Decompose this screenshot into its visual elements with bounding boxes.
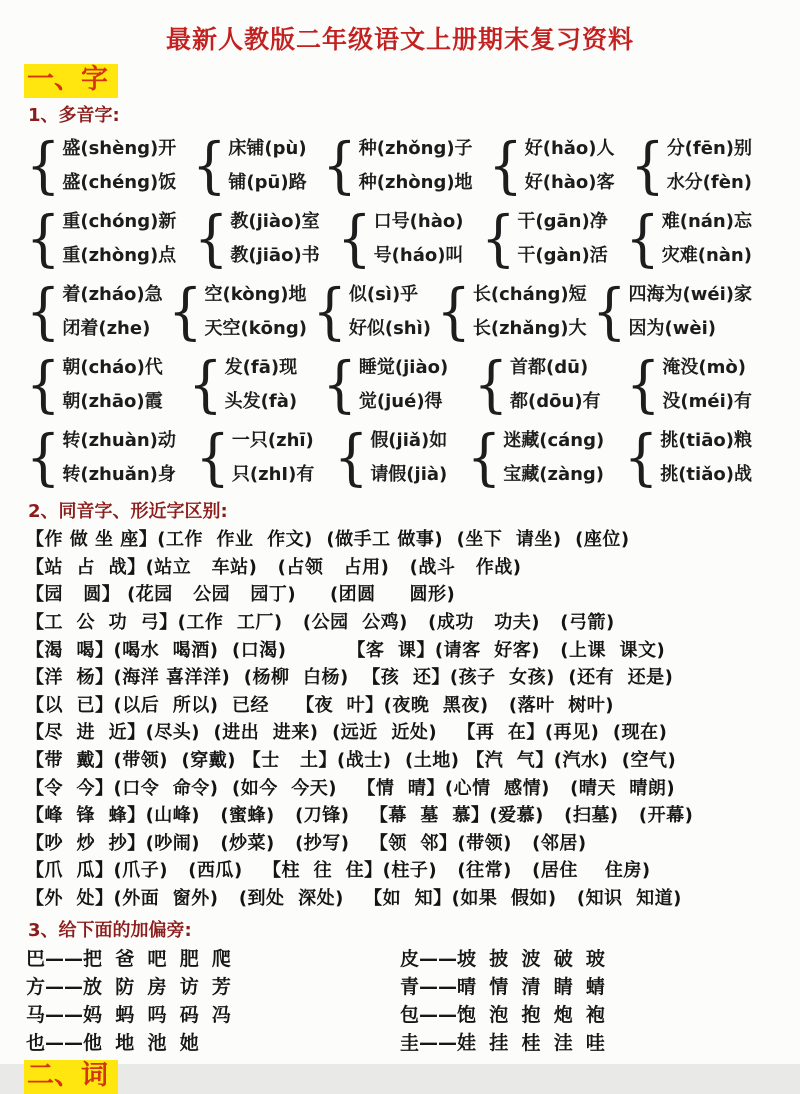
radical-exercise-list xyxy=(26,945,774,1057)
section-zi-heading: 一、字 xyxy=(24,64,118,98)
polyphonic-group xyxy=(188,348,298,420)
brace-glyph: { xyxy=(192,129,227,201)
brace-glyph: { xyxy=(592,275,627,347)
radical-item: 巴——把 爸 吧 肥 爬 xyxy=(26,947,231,970)
polyphonic-group xyxy=(26,348,163,420)
brace-glyph: { xyxy=(26,421,61,493)
radical-row xyxy=(26,1001,774,1029)
radical-row xyxy=(26,945,774,973)
brace-glyph: { xyxy=(322,129,357,201)
polyphonic-word: 睡觉(jiào) xyxy=(358,356,449,378)
brace-glyph: { xyxy=(337,202,372,274)
brace-glyph: { xyxy=(26,348,61,420)
polyphonic-row xyxy=(26,275,752,348)
polyphonic-word: 觉(jué)得 xyxy=(358,390,443,412)
homophone-line: 【洋 杨】(海洋 喜洋洋) (杨柳 白杨) 【孩 还】(孩子 女孩) (还有 还是) xyxy=(26,667,674,689)
polyphonic-word: 一只(zhī) xyxy=(231,429,314,451)
polyphonic-word: 好(hào)客 xyxy=(524,171,615,193)
polyphonic-word: 铺(pū)路 xyxy=(228,171,307,193)
brace-glyph: { xyxy=(312,275,347,347)
subsection-radical-heading: 3、给下面的加偏旁: xyxy=(28,919,192,941)
polyphonic-group xyxy=(26,421,176,493)
polyphonic-group xyxy=(626,348,752,420)
brace-glyph: { xyxy=(473,348,509,420)
brace-glyph: { xyxy=(481,202,516,274)
polyphonic-word: 首都(dū) xyxy=(510,356,589,378)
homophone-line: 【峰 锋 蜂】(山峰) (蜜蜂) (刀锋) 【幕 墓 慕】(爱慕) (扫墓) (开幕) xyxy=(26,805,694,827)
polyphonic-word: 好似(shì) xyxy=(348,317,431,339)
radical-item: 皮——坡 披 波 破 玻 xyxy=(400,947,605,970)
radical-item: 马——妈 蚂 吗 码 冯 xyxy=(26,1003,231,1026)
brace-glyph: { xyxy=(626,348,661,420)
homophone-line: 【令 今】(口令 命令) (如今 今天) 【情 晴】(心情 感情) (晴天 晴朗) xyxy=(26,777,676,799)
polyphonic-group xyxy=(592,275,752,347)
polyphonic-word: 种(zhǒng)子 xyxy=(358,137,473,159)
brace-glyph: { xyxy=(168,275,203,347)
polyphonic-word: 难(nán)忘 xyxy=(661,210,752,232)
brace-glyph: { xyxy=(630,129,665,201)
radical-item: 方——放 防 房 访 芳 xyxy=(26,975,231,998)
polyphonic-word: 重(chóng)新 xyxy=(62,210,177,232)
polyphonic-row xyxy=(26,202,752,275)
polyphonic-word: 请假(jià) xyxy=(370,463,448,485)
brace-glyph: { xyxy=(195,421,230,493)
polyphonic-group xyxy=(195,421,315,493)
polyphonic-group xyxy=(481,202,608,274)
polyphonic-group xyxy=(623,421,752,493)
polyphonic-word: 干(gān)净 xyxy=(517,210,608,232)
polyphonic-word: 教(jiāo)书 xyxy=(230,244,320,266)
polyphonic-word: 闭着(zhe) xyxy=(62,317,151,339)
polyphonic-word: 空(kòng)地 xyxy=(204,283,307,305)
polyphonic-group xyxy=(473,348,601,420)
polyphonic-word: 长(cháng)短 xyxy=(472,283,587,305)
polyphonic-group xyxy=(333,421,448,493)
polyphonic-word: 种(zhòng)地 xyxy=(358,171,473,193)
radical-item: 也——他 地 池 她 xyxy=(26,1031,199,1054)
polyphonic-word: 水分(fèn) xyxy=(666,171,752,193)
radical-item: 青——晴 情 清 睛 蜻 xyxy=(400,975,605,998)
polyphonic-group xyxy=(26,275,163,347)
subsection-polyphonic-heading: 1、多音字: xyxy=(28,105,120,127)
polyphonic-group xyxy=(26,202,177,274)
polyphonic-grid xyxy=(26,129,752,494)
polyphonic-group xyxy=(488,129,615,201)
polyphonic-group xyxy=(192,129,307,201)
polyphonic-group xyxy=(625,202,752,274)
polyphonic-word: 重(zhòng)点 xyxy=(62,244,177,266)
radical-row xyxy=(26,1029,774,1057)
polyphonic-word: 长(zhǎng)大 xyxy=(472,317,587,339)
brace-glyph: { xyxy=(26,129,61,201)
homophone-line: 【渴 喝】(喝水 喝酒) (口渴) 【客 课】(请客 好客) (上课 课文) xyxy=(26,639,666,661)
radical-row xyxy=(26,973,774,1001)
polyphonic-word: 朝(cháo)代 xyxy=(62,356,163,378)
polyphonic-row xyxy=(26,421,752,494)
polyphonic-word: 因为(wèi) xyxy=(628,317,716,339)
polyphonic-word: 假(jiǎ)如 xyxy=(370,429,448,451)
polyphonic-word: 天空(kōng) xyxy=(204,317,307,339)
polyphonic-group xyxy=(312,275,431,347)
polyphonic-word: 迷藏(cáng) xyxy=(503,429,605,451)
brace-glyph: { xyxy=(26,202,61,274)
polyphonic-group xyxy=(436,275,587,347)
polyphonic-word: 口号(hào) xyxy=(373,210,464,232)
homophone-line: 【尽 进 近】(尽头) (进出 进来) (远近 近处) 【再 在】(再见) (现在) xyxy=(26,722,668,744)
brace-glyph: { xyxy=(333,421,369,493)
brace-glyph: { xyxy=(625,202,660,274)
polyphonic-row xyxy=(26,129,752,202)
homophone-line: 【作 做 坐 座】(工作 作业 作文) (做手工 做事) (坐下 请坐) (座位) xyxy=(26,529,630,551)
polyphonic-word: 灾难(nàn) xyxy=(661,244,752,266)
polyphonic-word: 着(zháo)急 xyxy=(62,283,163,305)
homophone-line: 【吵 炒 抄】(吵闹) (炒菜) (抄写) 【领 邻】(带领) (邻居) xyxy=(26,832,587,854)
polyphonic-word: 发(fā)现 xyxy=(224,356,298,378)
brace-glyph: { xyxy=(188,348,223,420)
brace-glyph: { xyxy=(488,129,523,201)
polyphonic-word: 挑(tiāo)粮 xyxy=(660,429,752,451)
polyphonic-word: 床铺(pù) xyxy=(228,137,307,159)
homophone-line: 【园 圆】 (花园 公园 园丁) (团圆 圆形) xyxy=(26,584,456,606)
brace-glyph: { xyxy=(623,421,659,493)
polyphonic-group xyxy=(322,348,449,420)
polyphonic-word: 教(jiào)室 xyxy=(230,210,320,232)
polyphonic-word: 只(zhI)有 xyxy=(231,463,315,485)
polyphonic-word: 四海为(wéi)家 xyxy=(628,283,752,305)
polyphonic-group xyxy=(466,421,605,493)
polyphonic-word: 淹没(mò) xyxy=(662,356,746,378)
polyphonic-word: 盛(chéng)饭 xyxy=(62,171,177,193)
section-zi-banner xyxy=(24,64,774,98)
homophone-line: 【外 处】(外面 窗外) (到处 深处) 【如 知】(如果 假如) (知识 知道) xyxy=(26,887,682,909)
polyphonic-word: 转(zhuàn)动 xyxy=(62,429,176,451)
polyphonic-group xyxy=(337,202,464,274)
section-ci-banner xyxy=(24,1060,774,1094)
brace-glyph: { xyxy=(466,421,502,493)
polyphonic-group xyxy=(194,202,320,274)
homophone-line: 【带 戴】(带领) (穿戴) 【士 土】(战士) (土地) 【汽 气】(汽水) (空气) xyxy=(26,749,677,771)
polyphonic-word: 朝(zhāo)霞 xyxy=(62,390,163,412)
radical-item: 包——饱 泡 抱 炮 袍 xyxy=(400,1003,605,1026)
polyphonic-group xyxy=(322,129,473,201)
brace-glyph: { xyxy=(436,275,471,347)
polyphonic-word: 分(fēn)别 xyxy=(666,137,752,159)
brace-glyph: { xyxy=(322,348,357,420)
polyphonic-word: 头发(fà) xyxy=(224,390,298,412)
polyphonic-word: 都(dōu)有 xyxy=(510,390,601,412)
homophone-line: 【工 公 功 弓】(工作 工厂) (公园 公鸡) (成功 功夫) (弓箭) xyxy=(26,612,615,634)
section-ci-heading: 二、词 xyxy=(24,1060,118,1094)
polyphonic-word: 挑(tiǎo)战 xyxy=(660,463,752,485)
polyphonic-word: 号(háo)叫 xyxy=(373,244,464,266)
polyphonic-group xyxy=(168,275,307,347)
brace-glyph: { xyxy=(26,275,61,347)
homophone-line: 【爪 瓜】(爪子) (西瓜) 【柱 往 住】(柱子) (往常) (居住 住房) xyxy=(26,860,651,882)
polyphonic-group xyxy=(630,129,752,201)
polyphonic-word: 没(méi)有 xyxy=(662,390,752,412)
polyphonic-word: 似(sì)乎 xyxy=(348,283,419,305)
polyphonic-row xyxy=(26,348,752,421)
radical-item: 圭——娃 挂 桂 洼 哇 xyxy=(400,1031,605,1054)
homophone-line: 【站 占 战】(站立 车站) (占领 占用) (战斗 作战) xyxy=(26,556,522,578)
polyphonic-word: 宝藏(zàng) xyxy=(503,463,605,485)
homophone-line: 【以 已】(以后 所以) 已经 【夜 叶】(夜晚 黑夜) (落叶 树叶) xyxy=(26,694,614,716)
polyphonic-word: 好(hǎo)人 xyxy=(524,137,615,159)
polyphonic-word: 干(gàn)活 xyxy=(517,244,608,266)
brace-glyph: { xyxy=(194,202,229,274)
homophone-list xyxy=(26,526,774,912)
subsection-homophone-heading: 2、同音字、形近字区别: xyxy=(28,501,228,523)
polyphonic-group xyxy=(26,129,177,201)
polyphonic-word: 盛(shèng)开 xyxy=(62,137,177,159)
polyphonic-word: 转(zhuǎn)身 xyxy=(62,463,176,485)
page-title: 最新人教版二年级语文上册期末复习资料 xyxy=(165,25,634,54)
